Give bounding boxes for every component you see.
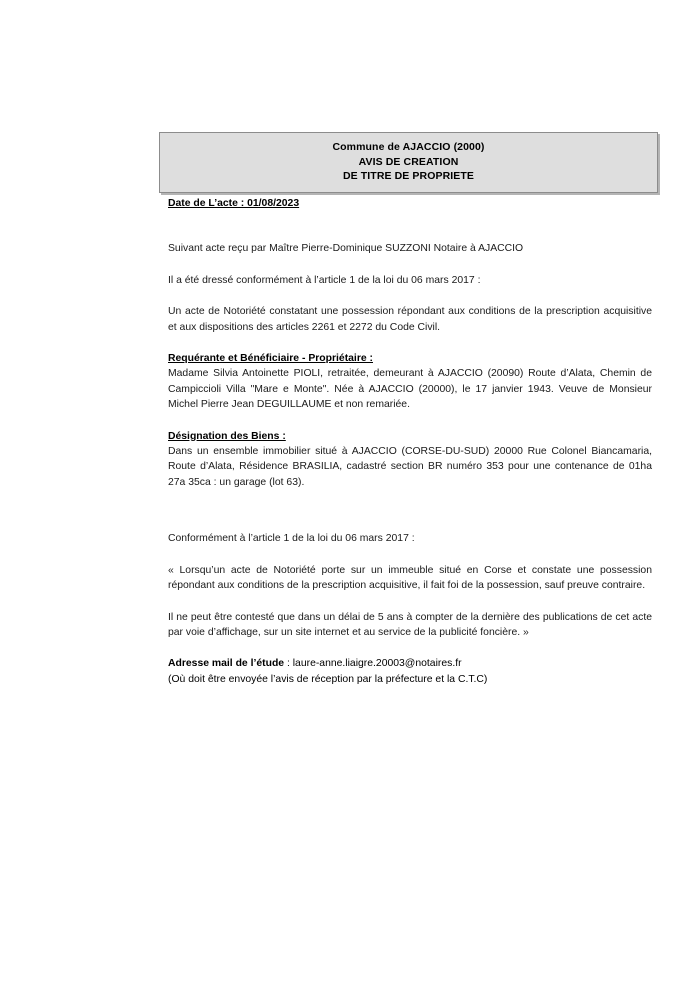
document-body xyxy=(168,196,652,687)
paragraph-law-quote-2: Il ne peut être contesté que dans un délai de 5 ans à compter de la dernière des publications de cet acte par voie d’affichage, sur un site internet et au service de la publicité foncière. » xyxy=(168,611,652,638)
designation-heading: Désignation des Biens : xyxy=(168,430,286,442)
contact-email-value: : laure-anne.liaigre.20003@notaires.fr xyxy=(284,658,462,670)
requerante-heading: Requérante et Bénéficiaire - Propriétaire : xyxy=(168,353,373,365)
date-de-lacte-heading: Date de L’acte : 01/08/2023 xyxy=(168,198,300,209)
contact-email-line xyxy=(168,656,652,671)
spacer xyxy=(168,490,652,520)
header-line-avis: AVIS DE CREATION xyxy=(358,155,459,168)
spacer xyxy=(168,640,652,656)
paragraph-law-intro: Conformément à l’article 1 de la loi du 06 mars 2017 : xyxy=(168,533,415,545)
spacer xyxy=(168,211,652,241)
paragraph-act-description: Un acte de Notoriété constatant une possession répondant aux conditions de la prescription acquisitive et aux dispositions des articles 2261 et 2272 du Code Civil. xyxy=(168,306,652,333)
header-line-titre: DE TITRE DE PROPRIETE xyxy=(342,170,475,182)
spacer xyxy=(168,413,652,429)
contact-email-label: Adresse mail de l’étude xyxy=(168,658,285,670)
paragraph-received-by: Suivant acte reçu par Maître Pierre-Dominique SUZZONI Notaire à AJACCIO xyxy=(168,243,524,255)
paragraph-drawn-up: Il a été dressé conformément à l’article 1 de la loi du 06 mars 2017 : xyxy=(168,274,481,286)
paragraph-designation-body: Dans un ensemble immobilier situé à AJACCIO (CORSE-DU-SUD) 20000 Rue Colonel Biancamaria, Route d’Alata, Résidence BRASILIA, cadastré section BR numéro 353 pour une contenance de 01ha 27a 35ca : un garage (lot 63). xyxy=(168,446,652,488)
spacer xyxy=(168,288,652,304)
header-title-box xyxy=(159,132,658,193)
spacer xyxy=(168,335,652,351)
paragraph-requerante-body: Madame Silvia Antoinette PIOLI, retraitée, demeurant à AJACCIO (20090) Route d’Alata, Chemin de Campiccioli Villa "Mare e Monte". Née à AJACCIO (20000), le 17 janvier 1943. Veuve de Monsieur Michel Pierre Jean DEGUILLAUME et non remariée. xyxy=(168,368,652,411)
spacer xyxy=(168,257,652,273)
spacer xyxy=(168,520,652,531)
spacer xyxy=(168,547,652,563)
contact-note-line: (Où doit être envoyée l’avis de réception par la préfecture et la C.T.C) xyxy=(168,673,488,685)
spacer xyxy=(168,594,652,610)
paragraph-law-quote-1: « Lorsqu’un acte de Notoriété porte sur un immeuble situé en Corse et constate une possession répondant aux conditions de la prescription acquisitive, il fait foi de la possession, sauf preuve contraire. xyxy=(168,564,652,592)
header-line-commune: Commune de AJACCIO (2000) xyxy=(332,141,485,153)
